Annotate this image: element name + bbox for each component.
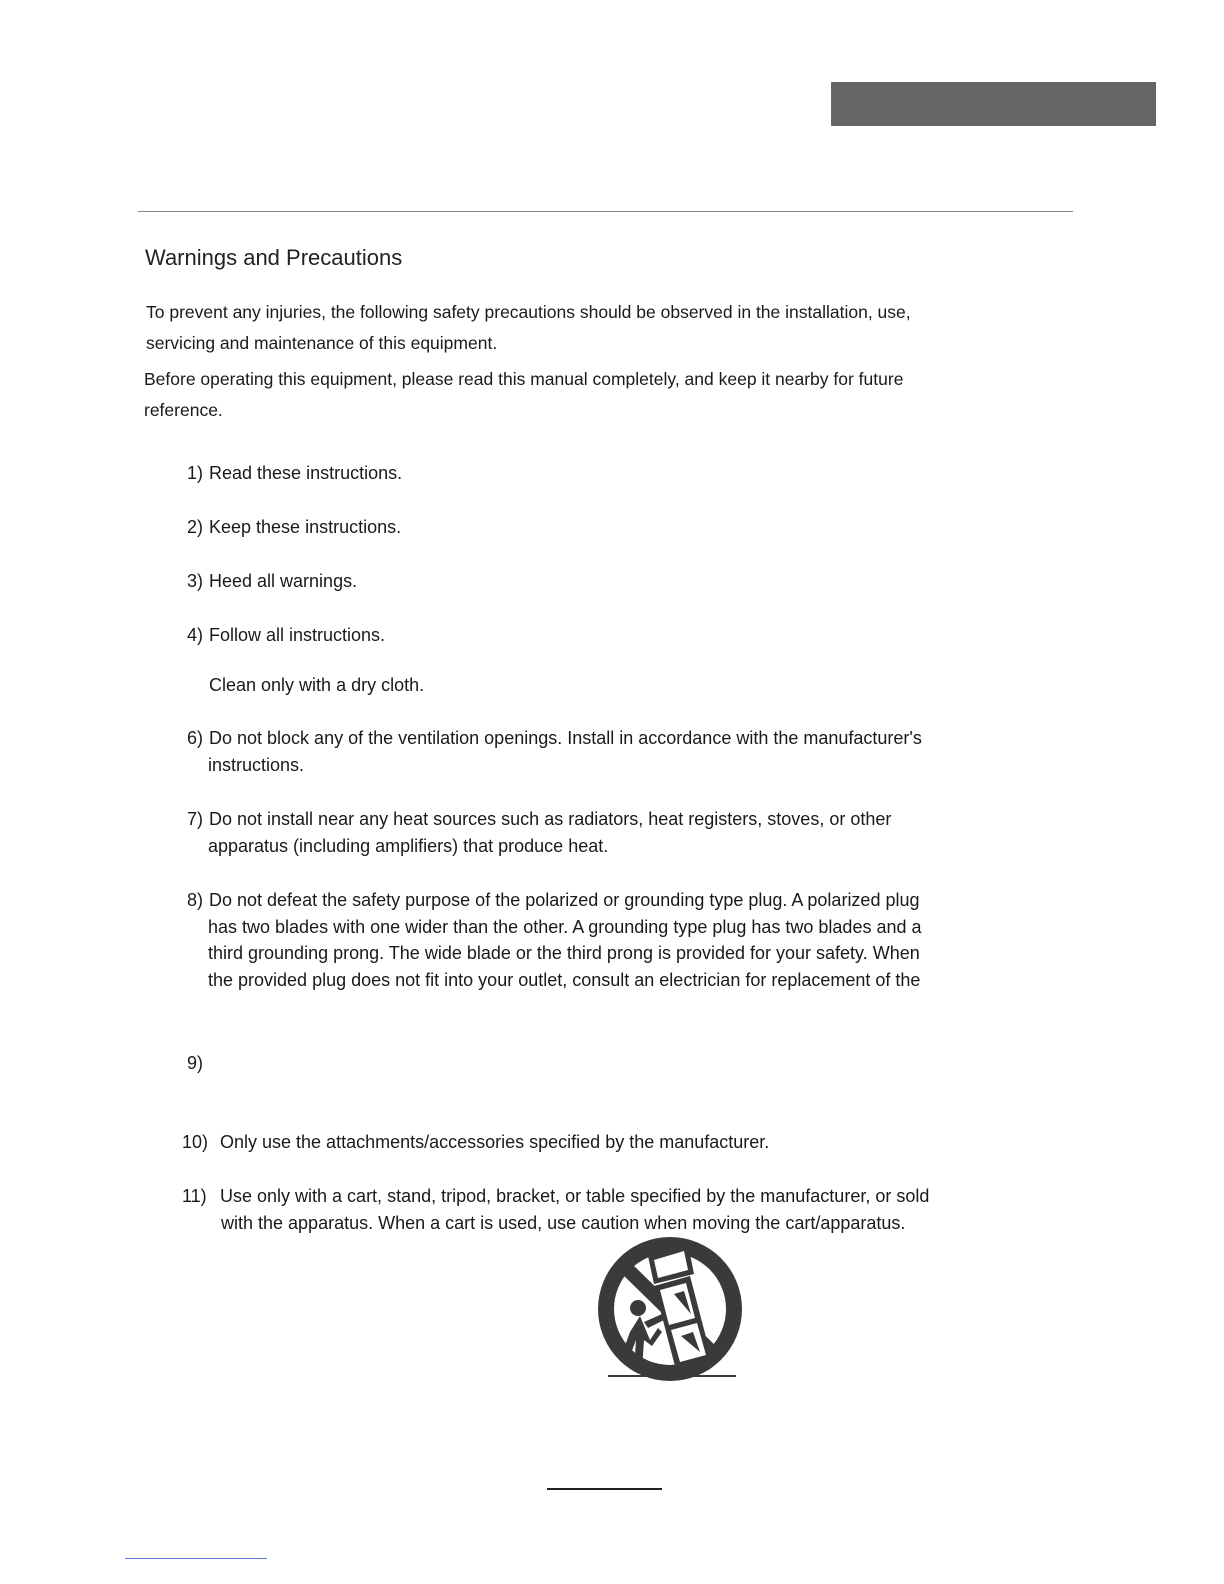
item-text: Only use the attachments/accessories specified by the manufacturer. (220, 1132, 770, 1152)
item-text: Read these instructions. (209, 463, 403, 483)
list-item (0, 622, 1224, 649)
item-text: Keep these instructions. (209, 517, 402, 537)
list-item (0, 887, 1224, 995)
item-text: Use only with a cart, stand, tripod, bracket, or table specified by the manufacturer, or sold (220, 1186, 930, 1206)
item-text: Do not install near any heat sources such as radiators, heat registers, stoves, or other (209, 809, 892, 829)
item-text: instructions. (208, 754, 305, 775)
corner-divider (125, 1558, 267, 1559)
list-item (0, 672, 1224, 699)
item-number: 11) (182, 1186, 207, 1206)
list-item (0, 1183, 1224, 1237)
item-number: 3) (187, 571, 204, 591)
item-text: with the apparatus. When a cart is used, use caution when moving the cart/apparatus. (221, 1212, 906, 1233)
item-number: 9) (187, 1053, 204, 1073)
item-number: 10) (182, 1132, 209, 1152)
intro-line: reference. (144, 400, 223, 420)
item-number: 4) (187, 625, 204, 645)
page-title: Warnings and Precautions (145, 245, 403, 270)
list-item (0, 725, 1224, 779)
item-text: Do not block any of the ventilation openings. Install in accordance with the manufacturer's (209, 728, 922, 748)
item-number: 8) (187, 890, 204, 910)
item-text: Heed all warnings. (209, 571, 358, 591)
list-item (0, 806, 1224, 860)
item-text: Do not defeat the safety purpose of the polarized or grounding type plug. A polarized plug (209, 890, 920, 910)
item-text: has two blades with one wider than the other. A grounding type plug has two blades and a (208, 916, 922, 937)
intro-paragraph-2 (144, 364, 903, 426)
footer-divider (547, 1488, 662, 1490)
intro-line: Before operating this equipment, please read this manual completely, and keep it nearby for future (144, 369, 904, 389)
list-item (0, 514, 1224, 541)
cart-tip-over-warning-icon (596, 1236, 744, 1386)
item-text: Follow all instructions. (209, 625, 386, 645)
intro-paragraph (146, 297, 911, 359)
item-number: 7) (187, 809, 204, 829)
list-item (0, 1129, 1224, 1156)
list-item (0, 460, 1224, 487)
top-divider (138, 211, 1073, 212)
item-number: 1) (187, 463, 204, 483)
intro-line: To prevent any injuries, the following safety precautions should be observed in the installation, use, (146, 302, 911, 322)
list-item (0, 568, 1224, 595)
header-bar (831, 82, 1156, 126)
item-text: the provided plug does not fit into your outlet, consult an electrician for replacement of the (208, 969, 921, 990)
item-number: 6) (187, 728, 204, 748)
item-number: 2) (187, 517, 204, 537)
list-item (0, 1050, 1224, 1077)
item-text: third grounding prong. The wide blade or the third prong is provided for your safety. When (208, 943, 920, 963)
item-text: apparatus (including amplifiers) that produce heat. (208, 835, 609, 856)
item-text: Clean only with a dry cloth. (209, 675, 425, 695)
intro-line: servicing and maintenance of this equipment. (146, 333, 498, 353)
